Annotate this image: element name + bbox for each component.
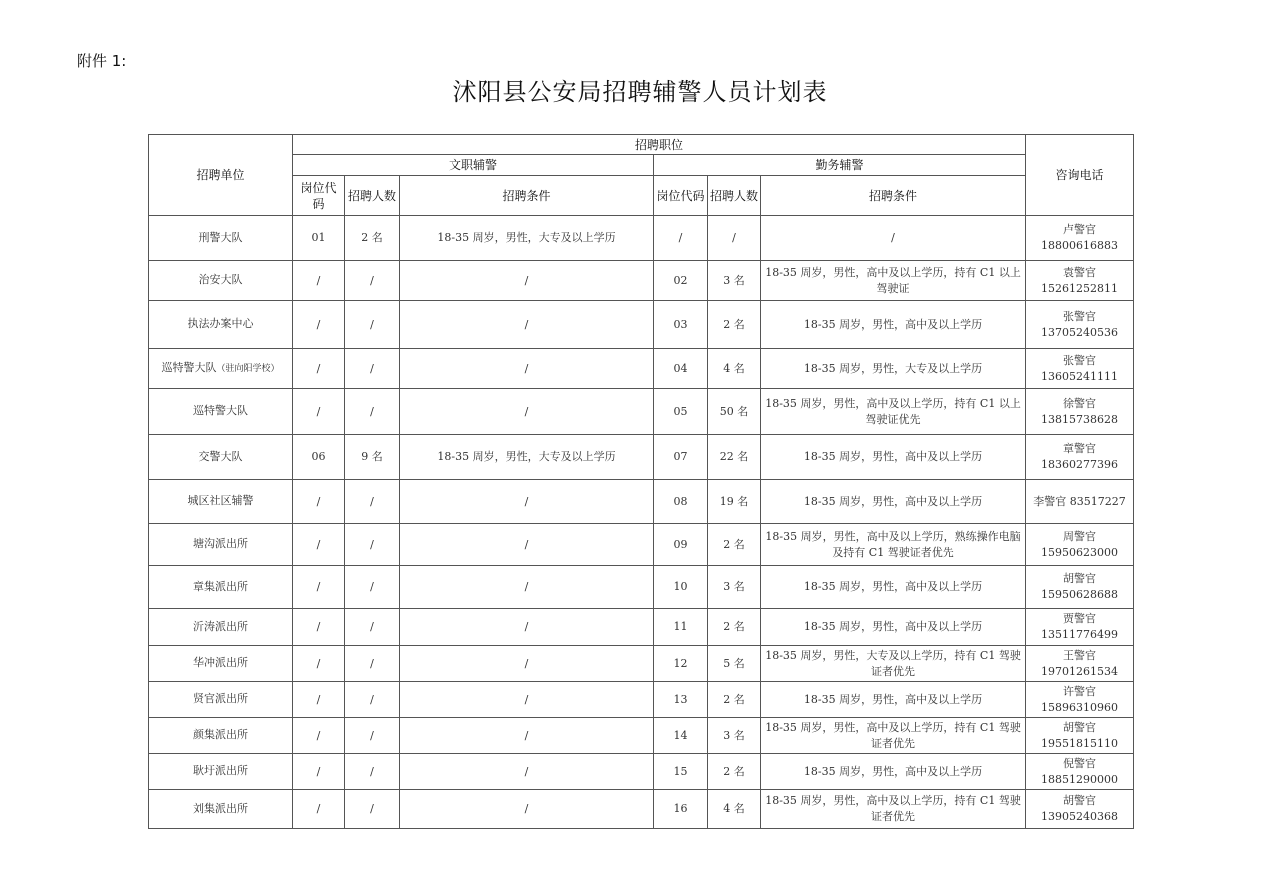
duty-count-cell: 2 名 — [708, 524, 761, 566]
duty-code-cell: 16 — [654, 790, 708, 829]
clerical-count-cell: / — [345, 790, 400, 829]
duty-condition-cell: 18-35 周岁，男性，高中及以上学历，持有 C1 以上驾驶证 — [761, 261, 1026, 301]
duty-code-cell: 07 — [654, 435, 708, 480]
phone-number: 19701261534 — [1041, 664, 1119, 678]
clerical-code-cell: / — [293, 261, 345, 301]
duty-count-cell: 2 名 — [708, 682, 761, 718]
officer-name: 许警官 — [1063, 684, 1097, 698]
unit-cell: 章集派出所 — [149, 566, 293, 609]
clerical-count-cell: / — [345, 609, 400, 646]
officer-name: 袁警官 — [1063, 265, 1097, 279]
duty-condition-cell: 18-35 周岁，男性，高中及以上学历，持有 C1 驾驶证者优先 — [761, 790, 1026, 829]
duty-count-cell: 2 名 — [708, 301, 761, 349]
duty-condition-cell: 18-35 周岁，男性，高中及以上学历，持有 C1 驾驶证者优先 — [761, 718, 1026, 754]
table-row — [149, 216, 1134, 261]
contact-cell — [1026, 216, 1134, 261]
duty-code-cell: 04 — [654, 349, 708, 389]
duty-condition-cell: 18-35 周岁，男性，大专及以上学历，持有 C1 驾驶证者优先 — [761, 646, 1026, 682]
contact-cell — [1026, 566, 1134, 609]
officer-name: 胡警官 — [1063, 572, 1097, 585]
duty-code-cell: / — [654, 216, 708, 261]
duty-condition-cell: 18-35 周岁，男性，高中及以上学历，熟练操作电脑及持有 C1 驾驶证者优先 — [761, 524, 1026, 566]
header-duty-condition: 招聘条件 — [761, 176, 1026, 216]
clerical-condition-cell: / — [400, 754, 654, 790]
duty-count-cell: 2 名 — [708, 609, 761, 646]
table-row — [149, 646, 1134, 682]
contact-cell — [1026, 609, 1134, 646]
clerical-code-cell: / — [293, 646, 345, 682]
page-title: 沭阳县公安局招聘辅警人员计划表 — [452, 78, 828, 106]
clerical-count-cell: / — [345, 480, 400, 524]
clerical-code-cell: / — [293, 790, 345, 829]
duty-count-cell: 19 名 — [708, 480, 761, 524]
clerical-condition-cell: / — [400, 524, 654, 566]
unit-cell: 华冲派出所 — [149, 646, 293, 682]
unit-cell: 刘集派出所 — [149, 790, 293, 829]
table-row — [149, 389, 1134, 435]
duty-condition-cell: 18-35 周岁，男性，高中及以上学历 — [761, 301, 1026, 349]
unit-cell: 颜集派出所 — [149, 718, 293, 754]
header-clerical-count: 招聘人数 — [345, 176, 400, 216]
clerical-code-cell: / — [293, 682, 345, 718]
duty-count-cell: 22 名 — [708, 435, 761, 480]
clerical-count-cell: / — [345, 301, 400, 349]
contact-cell — [1026, 718, 1134, 754]
attachment-label: 附件 1: — [77, 52, 127, 70]
contact-cell — [1026, 480, 1134, 524]
header-duty-code: 岗位代码 — [654, 176, 708, 216]
table-row — [149, 480, 1134, 524]
table-row — [149, 435, 1134, 480]
duty-count-cell: 5 名 — [708, 646, 761, 682]
duty-code-cell: 12 — [654, 646, 708, 682]
phone-number: 18851290000 — [1041, 772, 1119, 786]
table-row — [149, 682, 1134, 718]
officer-name: 卢警官 — [1063, 223, 1097, 236]
unit-cell: 耿圩派出所 — [149, 754, 293, 790]
unit-cell: 贤官派出所 — [149, 682, 293, 718]
table-row — [149, 609, 1134, 646]
header-duty: 勤务辅警 — [654, 155, 1026, 176]
clerical-code-cell: 06 — [293, 435, 345, 480]
phone-number: 18800616883 — [1041, 239, 1119, 252]
duty-count-cell: 4 名 — [708, 790, 761, 829]
header-clerical-condition: 招聘条件 — [400, 176, 654, 216]
table-row — [149, 566, 1134, 609]
duty-code-cell: 03 — [654, 301, 708, 349]
clerical-count-cell: 9 名 — [345, 435, 400, 480]
phone-number: 13815738628 — [1041, 412, 1119, 426]
phone-number: 15261252811 — [1041, 281, 1119, 295]
phone-number: 19551815110 — [1041, 736, 1119, 750]
contact-cell — [1026, 261, 1134, 301]
duty-code-cell: 10 — [654, 566, 708, 609]
duty-count-cell: 2 名 — [708, 754, 761, 790]
officer-name: 张警官 — [1063, 353, 1097, 367]
officer-name: 章警官 — [1063, 442, 1097, 455]
table-row — [149, 301, 1134, 349]
phone-number: 13511776499 — [1041, 628, 1119, 641]
clerical-count-cell: / — [345, 754, 400, 790]
officer-name: 周警官 — [1063, 529, 1097, 543]
duty-condition-cell: 18-35 周岁，男性，高中及以上学历 — [761, 435, 1026, 480]
officer-name: 李警官 83517227 — [1033, 494, 1126, 508]
contact-cell — [1026, 682, 1134, 718]
phone-number: 15950628688 — [1041, 588, 1119, 601]
clerical-code-cell: / — [293, 754, 345, 790]
clerical-condition-cell: / — [400, 261, 654, 301]
clerical-code-cell: / — [293, 718, 345, 754]
unit-cell: 交警大队 — [149, 435, 293, 480]
officer-name: 张警官 — [1063, 309, 1097, 323]
clerical-code-cell: / — [293, 566, 345, 609]
header-clerical: 文职辅警 — [293, 155, 654, 176]
contact-cell — [1026, 790, 1134, 829]
contact-cell — [1026, 646, 1134, 682]
contact-cell — [1026, 389, 1134, 435]
phone-number: 15896310960 — [1041, 700, 1119, 714]
phone-number: 13905240368 — [1041, 810, 1119, 823]
unit-cell: 沂涛派出所 — [149, 609, 293, 646]
duty-condition-cell: 18-35 周岁，男性，大专及以上学历 — [761, 349, 1026, 389]
duty-count-cell: 3 名 — [708, 718, 761, 754]
table-row — [149, 349, 1134, 389]
duty-condition-cell: 18-35 周岁，男性，高中及以上学历 — [761, 480, 1026, 524]
clerical-condition-cell: / — [400, 480, 654, 524]
header-unit: 招聘单位 — [149, 135, 293, 216]
officer-name: 胡警官 — [1063, 720, 1097, 734]
contact-cell — [1026, 524, 1134, 566]
clerical-condition-cell: / — [400, 566, 654, 609]
clerical-code-cell: / — [293, 389, 345, 435]
clerical-code-cell: / — [293, 480, 345, 524]
unit-cell: 塘沟派出所 — [149, 524, 293, 566]
duty-condition-cell: 18-35 周岁，男性，高中及以上学历 — [761, 609, 1026, 646]
phone-number: 13705240536 — [1041, 325, 1119, 339]
unit-cell: 执法办案中心 — [149, 301, 293, 349]
duty-count-cell: 3 名 — [708, 261, 761, 301]
clerical-condition-cell: / — [400, 301, 654, 349]
duty-count-cell: 50 名 — [708, 389, 761, 435]
duty-condition-cell: / — [761, 216, 1026, 261]
officer-name: 王警官 — [1063, 648, 1097, 662]
clerical-count-cell: / — [345, 349, 400, 389]
duty-code-cell: 05 — [654, 389, 708, 435]
clerical-count-cell: / — [345, 389, 400, 435]
unit-cell: 刑警大队 — [149, 216, 293, 261]
clerical-condition-cell: / — [400, 718, 654, 754]
duty-code-cell: 14 — [654, 718, 708, 754]
contact-cell — [1026, 754, 1134, 790]
duty-count-cell: / — [708, 216, 761, 261]
clerical-code-cell: 01 — [293, 216, 345, 261]
contact-cell — [1026, 435, 1134, 480]
clerical-condition-cell: / — [400, 349, 654, 389]
phone-number: 18360277396 — [1041, 458, 1119, 471]
clerical-condition-cell: 18-35 周岁，男性，大专及以上学历 — [400, 216, 654, 261]
officer-name: 贾警官 — [1063, 612, 1097, 625]
table-row — [149, 718, 1134, 754]
duty-condition-cell: 18-35 周岁，男性，高中及以上学历，持有 C1 以上驾驶证优先 — [761, 389, 1026, 435]
clerical-count-cell: / — [345, 566, 400, 609]
table-row — [149, 261, 1134, 301]
unit-cell: 巡特警大队（驻向阳学校） — [149, 349, 293, 389]
header-position: 招聘职位 — [293, 135, 1026, 155]
unit-cell: 巡特警大队 — [149, 389, 293, 435]
duty-code-cell: 11 — [654, 609, 708, 646]
clerical-condition-cell: 18-35 周岁，男性，大专及以上学历 — [400, 435, 654, 480]
duty-code-cell: 08 — [654, 480, 708, 524]
unit-cell: 城区社区辅警 — [149, 480, 293, 524]
officer-name: 胡警官 — [1063, 794, 1097, 807]
duty-code-cell: 09 — [654, 524, 708, 566]
clerical-count-cell: / — [345, 261, 400, 301]
clerical-condition-cell: / — [400, 646, 654, 682]
header-phone: 咨询电话 — [1026, 135, 1134, 216]
phone-number: 13605241111 — [1041, 369, 1119, 383]
header-clerical-code: 岗位代码 — [293, 176, 345, 216]
duty-code-cell: 15 — [654, 754, 708, 790]
header-duty-count: 招聘人数 — [708, 176, 761, 216]
clerical-count-cell: / — [345, 646, 400, 682]
duty-code-cell: 13 — [654, 682, 708, 718]
clerical-code-cell: / — [293, 609, 345, 646]
clerical-count-cell: / — [345, 524, 400, 566]
table-row — [149, 790, 1134, 829]
recruitment-plan-table — [148, 134, 1134, 829]
phone-number: 15950623000 — [1041, 545, 1119, 559]
clerical-condition-cell: / — [400, 389, 654, 435]
duty-code-cell: 02 — [654, 261, 708, 301]
duty-condition-cell: 18-35 周岁，男性，高中及以上学历 — [761, 682, 1026, 718]
duty-condition-cell: 18-35 周岁，男性，高中及以上学历 — [761, 566, 1026, 609]
clerical-condition-cell: / — [400, 609, 654, 646]
table-row — [149, 754, 1134, 790]
unit-cell: 治安大队 — [149, 261, 293, 301]
contact-cell — [1026, 301, 1134, 349]
clerical-count-cell: 2 名 — [345, 216, 400, 261]
clerical-count-cell: / — [345, 718, 400, 754]
clerical-condition-cell: / — [400, 682, 654, 718]
clerical-code-cell: / — [293, 301, 345, 349]
duty-count-cell: 3 名 — [708, 566, 761, 609]
clerical-count-cell: / — [345, 682, 400, 718]
contact-cell — [1026, 349, 1134, 389]
clerical-code-cell: / — [293, 524, 345, 566]
table-row — [149, 524, 1134, 566]
officer-name: 徐警官 — [1063, 396, 1097, 410]
clerical-condition-cell: / — [400, 790, 654, 829]
officer-name: 倪警官 — [1063, 756, 1097, 770]
unit-note: （驻向阳学校） — [216, 364, 280, 374]
clerical-code-cell: / — [293, 349, 345, 389]
duty-condition-cell: 18-35 周岁，男性，高中及以上学历 — [761, 754, 1026, 790]
duty-count-cell: 4 名 — [708, 349, 761, 389]
